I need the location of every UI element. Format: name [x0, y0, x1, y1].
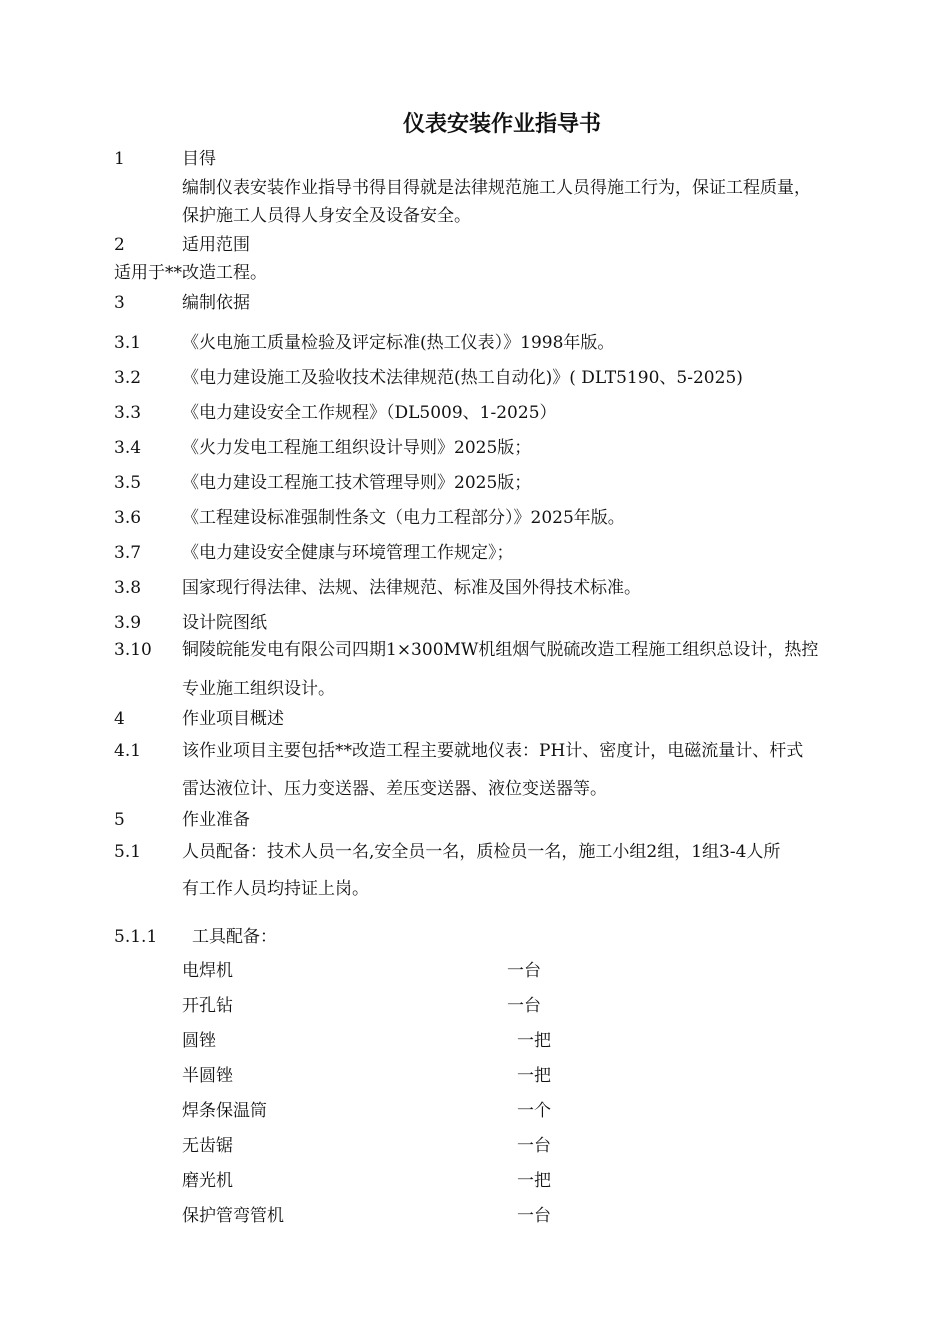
paragraph-line: 编制仪表安装作业指导书得目得就是法律规范施工人员得施工行为，保证工程质量， — [182, 178, 811, 198]
section-heading: 目得 — [182, 149, 216, 169]
section-number: 3 — [114, 293, 125, 313]
subsection-number: 5.1.1 — [114, 927, 158, 947]
section-number: 4 — [114, 709, 125, 729]
paragraph-line: 保护施工人员得人身安全及设备安全。 — [182, 206, 471, 226]
item-text: 《电力建设安全健康与环境管理工作规定》； — [182, 543, 514, 563]
tool-name: 保护管弯管机 — [182, 1206, 284, 1226]
section-number: 5 — [114, 810, 125, 830]
item-number: 3.10 — [114, 640, 152, 660]
section-heading: 作业准备 — [182, 810, 250, 830]
section-number: 2 — [114, 235, 125, 255]
subsection-heading: 工具配备： — [192, 927, 277, 947]
item-text-continued: 专业施工组织设计。 — [182, 679, 335, 699]
item-text: 人员配备：技术人员一名,安全员一名，质检员一名，施工小组2组，1组3-4人所 — [182, 842, 781, 862]
item-number: 3.6 — [114, 508, 142, 528]
item-number: 4.1 — [114, 741, 142, 761]
item-number: 3.9 — [114, 613, 142, 633]
item-text: 国家现行得法律、法规、法律规范、标准及国外得技术标准。 — [182, 578, 641, 598]
item-number: 3.1 — [114, 333, 142, 353]
tool-name: 开孔钻 — [182, 996, 233, 1016]
tool-quantity: 一台 — [507, 961, 541, 981]
section-number: 1 — [114, 149, 125, 169]
tool-name: 磨光机 — [182, 1171, 233, 1191]
tool-quantity: 一台 — [507, 996, 541, 1016]
item-text: 《电力建设施工及验收技术法律规范(热工自动化)》( DLT5190、5-2025) — [182, 368, 743, 388]
tool-quantity: 一台 — [517, 1206, 551, 1226]
item-text: 《火电施工质量检验及评定标准(热工仪表）》1998年版。 — [182, 333, 615, 353]
item-text: 《工程建设标准强制性条文（电力工程部分）》2025年版。 — [182, 508, 625, 528]
tool-name: 电焊机 — [182, 961, 233, 981]
item-number: 3.4 — [114, 438, 142, 458]
document-title: 仪表安装作业指导书 — [402, 112, 601, 137]
tool-quantity: 一把 — [517, 1066, 551, 1086]
item-text-continued: 雷达液位计、压力变送器、差压变送器、液位变送器等。 — [182, 779, 607, 799]
item-number: 3.7 — [114, 543, 142, 563]
section-heading: 编制依据 — [182, 293, 250, 313]
item-text: 设计院图纸 — [182, 613, 267, 633]
item-number: 3.5 — [114, 473, 142, 493]
tool-name: 圆锉 — [182, 1031, 216, 1051]
item-number: 3.8 — [114, 578, 142, 598]
item-number: 3.3 — [114, 403, 142, 423]
tool-quantity: 一把 — [517, 1031, 551, 1051]
tool-name: 焊条保温筒 — [182, 1101, 267, 1121]
tool-name: 半圆锉 — [182, 1066, 233, 1086]
item-text: 《火力发电工程施工组织设计导则》2025版； — [182, 438, 532, 458]
item-text: 《电力建设工程施工技术管理导则》2025版； — [182, 473, 532, 493]
item-number: 5.1 — [114, 842, 142, 862]
item-text-continued: 有工作人员均持证上岗。 — [182, 879, 369, 899]
paragraph-line: 适用于**改造工程。 — [114, 263, 267, 283]
item-text: 铜陵皖能发电有限公司四期1×300MW机组烟气脱硫改造工程施工组织总设计，热控 — [182, 640, 819, 660]
tool-name: 无齿锯 — [182, 1136, 233, 1156]
item-text: 《电力建设安全工作规程》（DL5009、1-2025） — [182, 403, 557, 423]
section-heading: 适用范围 — [182, 235, 250, 255]
section-heading: 作业项目概述 — [182, 709, 284, 729]
item-text: 该作业项目主要包括**改造工程主要就地仪表：PH计、密度计，电磁流量计、杆式 — [182, 741, 804, 761]
tool-quantity: 一把 — [517, 1171, 551, 1191]
item-number: 3.2 — [114, 368, 142, 388]
tool-quantity: 一台 — [517, 1136, 551, 1156]
tool-quantity: 一个 — [517, 1101, 551, 1121]
